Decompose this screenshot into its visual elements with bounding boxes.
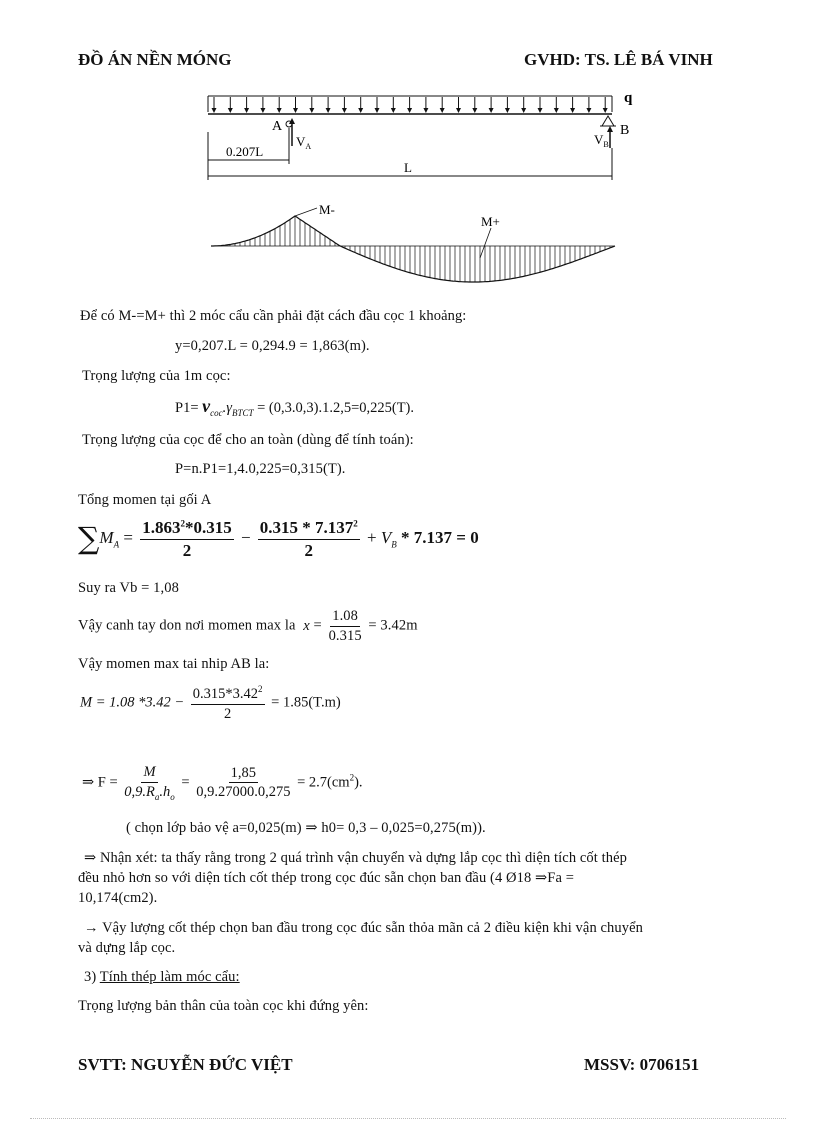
load-arrowhead	[440, 108, 445, 113]
moment-pos-label: M+	[481, 214, 500, 229]
load-arrowhead	[423, 108, 428, 113]
moment-diagram	[205, 198, 625, 290]
moment-hatching	[230, 216, 610, 282]
load-arrowhead	[326, 108, 331, 113]
load-arrowhead	[277, 108, 282, 113]
paragraph-cover: ( chọn lớp bảo vệ a=0,025(m) ⇒ h0= 0,3 – 0,025=0,275(m)).	[126, 820, 486, 836]
equation-f: ⇒ F = $\frac{M}{0,9.R_a.h_o}$ = $\frac{1,85}{0,9.27000.0,275}$ = $2.7(cm^2)$.	[82, 764, 363, 802]
load-arrowhead	[391, 108, 396, 113]
eq-x-result: = 3.42m	[368, 617, 418, 634]
paragraph-conclusion-line1: → Vậy lượng cốt thép chọn ban đầu trong cọc đúc sẵn thỏa mãn cả 2 điều kiện khi vận chuyển	[84, 920, 643, 936]
load-arrowhead	[244, 108, 249, 113]
load-arrowhead	[407, 108, 412, 113]
paragraph-lever-arm: Vậy canh tay don nơi momen max la x = $\frac{1.08}{0.315}$ = 3.42m	[78, 608, 418, 644]
footer-left: SVTT: NGUYỄN ĐỨC VIỆT	[78, 1055, 293, 1074]
dimension-long-label: L	[404, 160, 412, 175]
paragraph-safe-weight: Trọng lượng của cọc để cho an toàn (dùng để tính toán):	[82, 432, 414, 448]
paragraph-moment-a: Tổng momen tại gối A	[78, 492, 212, 508]
header-left: ĐỒ ÁN NỀN MÓNG	[78, 50, 232, 69]
equation-sum-ma: $\sum M_A$ = $\frac{1.863^2*0.315}{2}$ − $\frac{0.315 * 7.137^2}{2}$ + $V_B * 7.137 = 0$	[78, 518, 479, 560]
load-arrowhead	[586, 108, 591, 113]
load-arrowhead	[521, 108, 526, 113]
paragraph-self-weight: Trọng lượng bản thân của toàn cọc khi đứng yên:	[78, 998, 369, 1014]
eq-p1-lhs: P1=	[175, 400, 199, 416]
eq-p1-rhs: = (0,3.0,3).1.2,5=0,225(T).	[257, 400, 415, 416]
load-arrowhead	[505, 108, 510, 113]
load-arrowhead	[375, 108, 380, 113]
load-arrowhead	[554, 108, 559, 113]
load-arrowhead	[309, 108, 314, 113]
paragraph-remark-line2: đều nhỏ hơn so với diện tích cốt thép trong cọc đúc sẵn chọn ban đầu (4 Ø18 ⇒Fa =	[78, 870, 574, 886]
equation-m: M = 1.08 *3.42 − $\frac{0.315*3.42^2}{2}$ = 1.85(T.m)	[80, 684, 341, 722]
equation-y: y=0,207.L = 0,294.9 = 1,863(m).	[175, 338, 370, 354]
load-arrowhead	[293, 108, 298, 113]
dimension-short-label: 0.207L	[226, 144, 264, 159]
header-right: GVHD: TS. LÊ BÁ VINH	[524, 50, 713, 69]
support-b-icon	[602, 116, 614, 126]
load-arrowhead	[228, 108, 233, 113]
paragraph-conclusion-line2: và dựng lắp cọc.	[78, 940, 176, 956]
equation-p: P=n.P1=1,4.0,225=0,315(T).	[175, 461, 346, 477]
paragraph-weight-1m: Trọng lượng của 1m cọc:	[82, 368, 231, 384]
moment-neg-label: M-	[319, 202, 335, 217]
paragraph-condition: Để có M-=M+ thì 2 móc cẩu cần phải đặt cách đầu cọc 1 khoảng:	[80, 308, 467, 324]
load-arrowhead	[570, 108, 575, 113]
equation-p1: $P1= v_{coc}.\gamma_{BTCT} = (0,3.0,3).1.2,5=0,225(T)$.	[175, 396, 415, 418]
load-arrowhead	[472, 108, 477, 113]
load-arrowhead	[212, 108, 217, 113]
support-b-label: B	[620, 123, 630, 138]
footer-right: MSSV: 0706151	[584, 1055, 700, 1074]
moment-curve	[211, 216, 615, 282]
load-arrowhead	[603, 108, 608, 113]
support-a-label: A	[272, 119, 283, 134]
reaction-b-label: $V_B$	[594, 132, 609, 149]
paragraph-max-moment: Vậy momen max tai nhip AB la:	[78, 656, 270, 672]
paragraph-remark-line3: 10,174(cm2).	[78, 890, 158, 906]
load-arrowhead	[260, 108, 265, 113]
page-bottom-border	[30, 1118, 786, 1119]
distributed-load-arrows	[212, 97, 608, 113]
load-arrowhead	[358, 108, 363, 113]
load-arrowhead	[456, 108, 461, 113]
load-arrowhead	[342, 108, 347, 113]
paragraph-vb: Suy ra Vb = 1,08	[78, 580, 179, 596]
load-arrowhead	[538, 108, 543, 113]
section-3-heading: 3) Tính thép làm móc cẩu:	[84, 969, 240, 985]
load-arrowhead	[489, 108, 494, 113]
load-label: q	[624, 90, 633, 106]
reaction-a-label: $V_A$	[296, 134, 312, 151]
beam-diagram	[200, 88, 640, 184]
paragraph-remark-line1: ⇒ Nhận xét: ta thấy rằng trong 2 quá trình vận chuyển và dựng lắp cọc thì diện tích cốt thép	[84, 850, 628, 866]
lever-arm-text: Vậy canh tay don nơi momen max la	[78, 617, 296, 634]
